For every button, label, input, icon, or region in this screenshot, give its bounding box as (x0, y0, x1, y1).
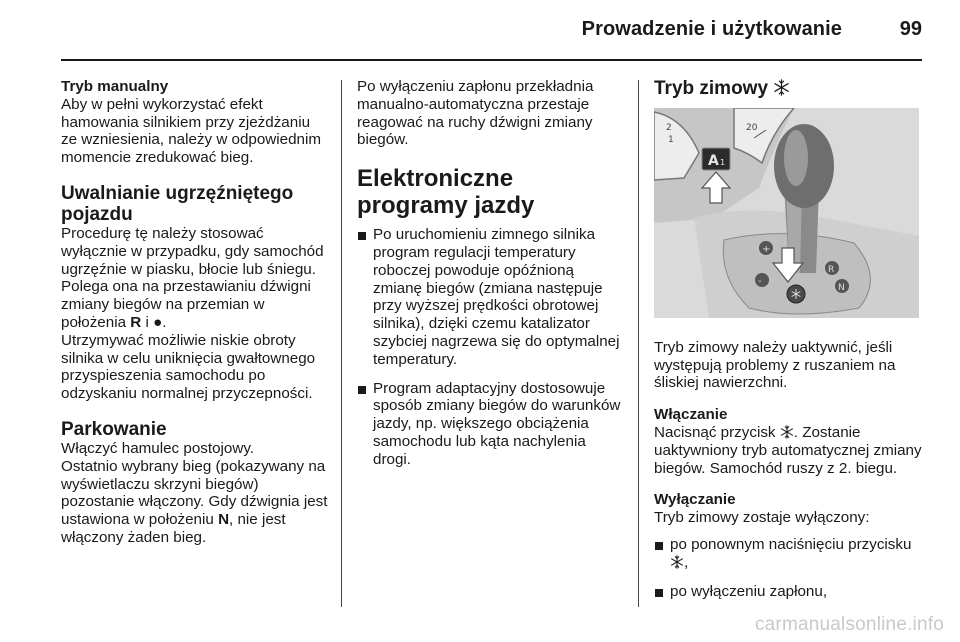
activation-text: Nacisnąć przycisk . Zostanie uaktywniony tryb automatycznej zmiany biegów. Samochód ruszy z 2. biegu. (654, 423, 922, 477)
column-3 (654, 78, 922, 611)
gear-selector-illustration (654, 108, 919, 318)
gate-symbol: N (838, 283, 845, 293)
gate-symbol: R (828, 265, 835, 275)
deactivation-list (654, 536, 922, 600)
column-1 (61, 78, 329, 547)
manual-mode-heading: Tryb manualny (61, 78, 169, 95)
list-item: Program adaptacyjny dostosowuje sposób zmiany biegów do warunków jazdy, np. większego obciążenia samochodu lub kąta nachylenia drogi. (357, 380, 627, 469)
display-letter: A (708, 153, 719, 169)
deactivation-heading: Wyłączanie (654, 491, 736, 509)
winter-mode-heading: Tryb zimowy (654, 78, 922, 99)
page-number: 99 (899, 18, 922, 40)
page-header (0, 0, 960, 60)
parking-text-1: Włączyć hamulec postojowy. (61, 439, 255, 457)
gauge-number: 1 (668, 135, 674, 145)
gear-r: R (130, 313, 142, 331)
snowflake-icon (670, 555, 684, 569)
gauge-number: 2 (666, 123, 672, 133)
gear-drive-dot: ● (153, 313, 163, 331)
list-item: Po uruchomieniu zimnego silnika program regulacji temperatury roboczej powoduje opóźnioną zmianę biegów (zmiana następuje przy wyższej prędkości obrotowej silnika), dzięki czemu katalizator szybciej nagrzewa się do optymalnej temperatury. (357, 226, 627, 368)
electronic-programs-list (357, 226, 627, 468)
manual-mode-text: Aby w pełni wykorzystać efekt hamowania silnikiem przy zjeżdżaniu ze wzniesienia, należy w odpowiednim momencie zredukować bieg. (61, 95, 322, 167)
snowflake-icon (780, 425, 794, 439)
deactivation-text: Tryb zimowy zostaje wyłączony: (654, 509, 870, 527)
rocking-heading: Uwalnianie ugrzęźniętego pojazdu (61, 182, 294, 225)
snowflake-icon (773, 79, 790, 96)
column-divider (638, 80, 639, 607)
column-divider (341, 80, 342, 607)
column-2 (357, 78, 627, 480)
parking-text-2: Ostatnio wybrany bieg (pokazywany na wyświetlaczu skrzyni biegów) pozostanie włączony. Gdy dźwignia jest ustawiona w położeniu N, nie jest włączony żaden bieg. (61, 457, 328, 546)
ignition-off-text: Po wyłączeniu zapłonu przekładnia manualno-automatyczna przestaje reagować na ruchy dźwigni zmiany biegów. (357, 78, 594, 149)
parking-heading: Parkowanie (61, 418, 167, 440)
watermark: carmanualsonline.info (754, 614, 944, 635)
header-rule (61, 59, 922, 61)
page-title: Prowadzenie i użytkowanie (581, 18, 842, 40)
list-item: po ponownym naciśnięciu przycisku , (654, 536, 922, 572)
display-small: 1 (720, 158, 726, 167)
list-item: po wyłączeniu zapłonu, (654, 583, 922, 601)
gate-symbol: + (762, 244, 771, 255)
gear-n: N (218, 511, 230, 529)
electronic-programs-heading: Elektroniczne programy jazdy (357, 165, 535, 220)
rocking-paragraph: Procedurę tę należy stosować wyłącznie w przypadku, gdy samochód ugrzęźnie w piasku, błocie lub śniegu. Polega ona na przestawianiu dźwigni zmiany biegów na przemian w położenia R i ●. (61, 224, 324, 331)
gate-symbol: - (758, 276, 762, 287)
gauge-number: 20 (746, 123, 758, 133)
rocking-paragraph-2: Utrzymywać możliwie niskie obroty silnika w celu uniknięcia gwałtownego przyspieszenia samochodu po odzyskaniu normalnej przyczepności. (61, 331, 316, 403)
activation-heading: Włączanie (654, 406, 728, 424)
winter-mode-text: Tryb zimowy należy uaktywnić, jeśli występują problemy z ruszaniem na śliskiej nawierzchni. (654, 338, 896, 392)
